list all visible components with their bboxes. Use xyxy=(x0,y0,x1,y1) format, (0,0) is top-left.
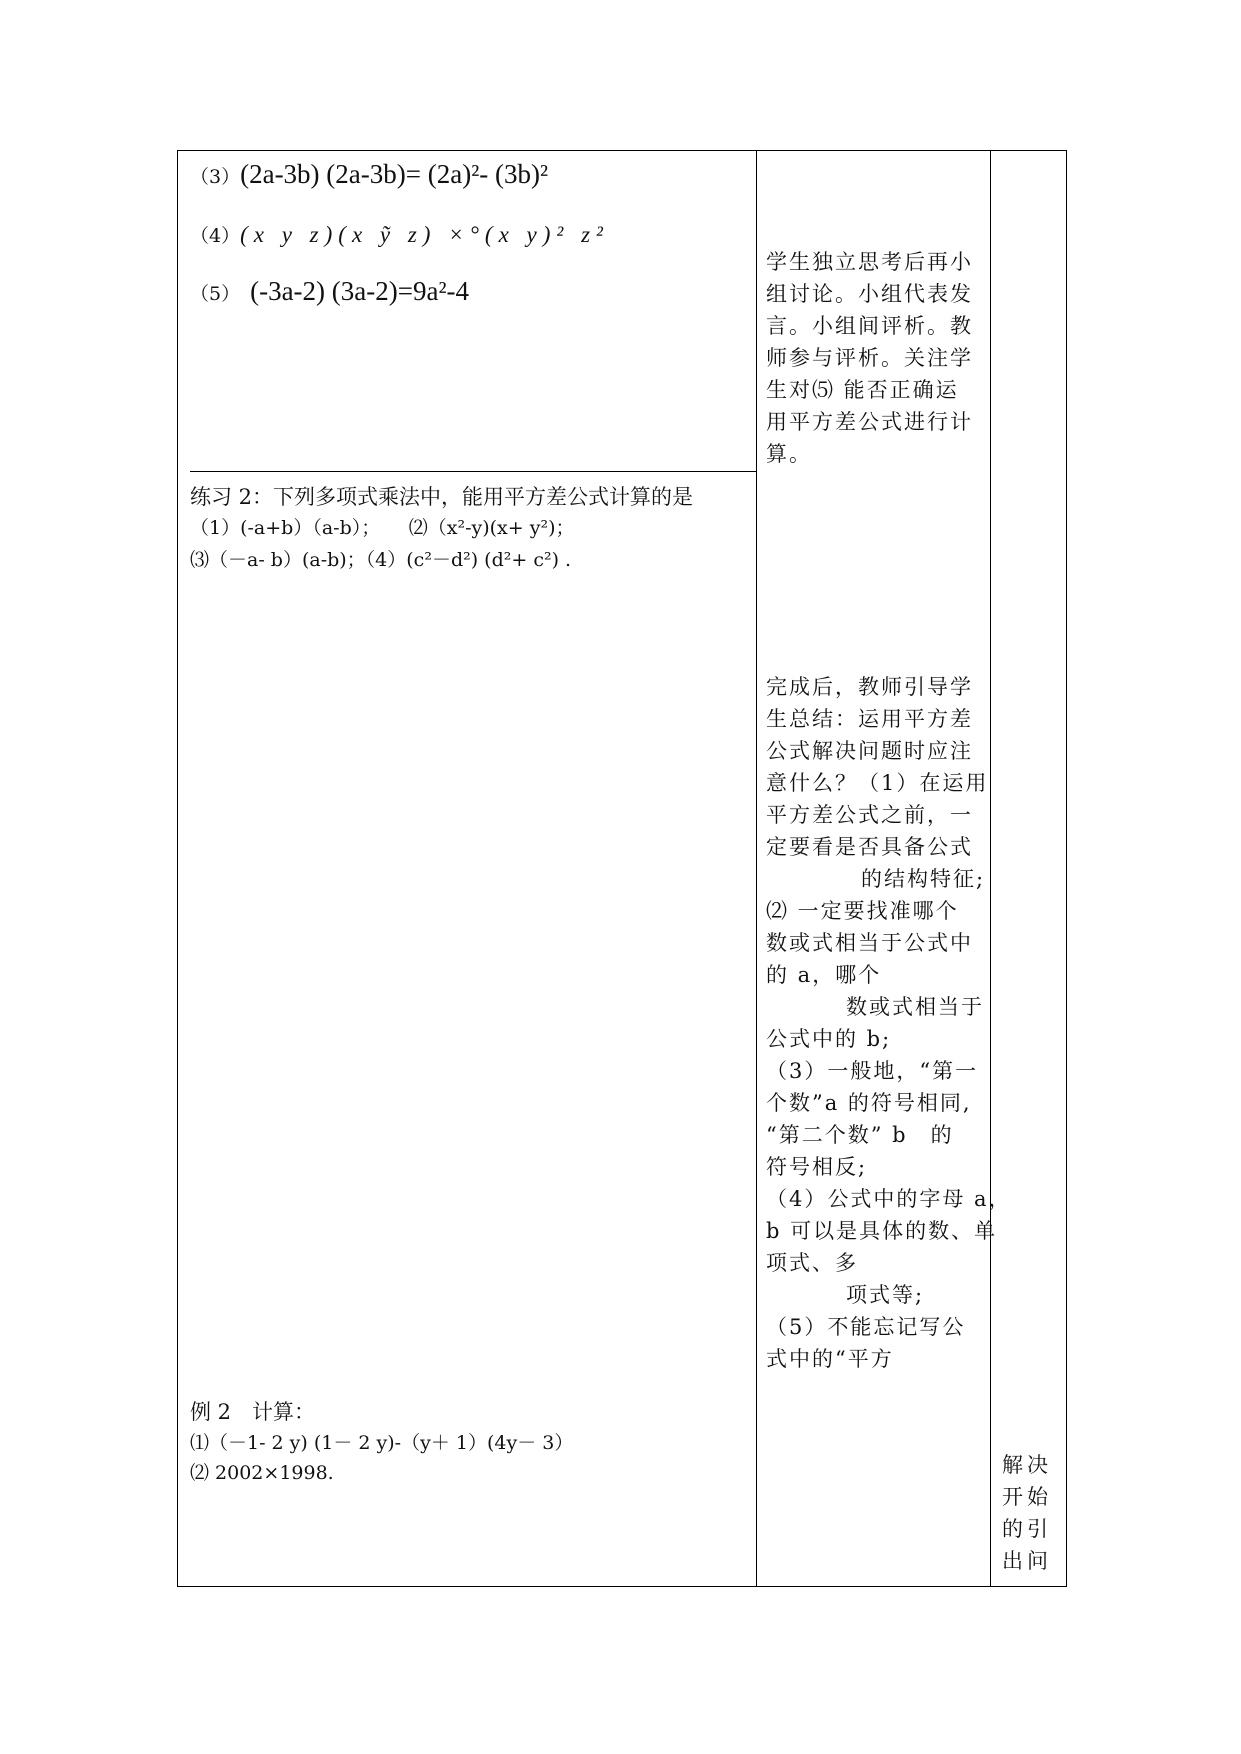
exercise-2-line-2: ⑶（－a- b）(a-b)；（4）(c²－d²) (d²+ c²) . xyxy=(190,549,572,571)
problem-3-expression: (2a-3b) (2a-3b)= (2a)²- (3b)² xyxy=(240,159,549,189)
column-divider-1 xyxy=(756,151,757,1586)
notes-2-line: 公式解决问题时应注 xyxy=(766,739,973,763)
lesson-table xyxy=(177,150,1067,1587)
example-2-title: 例 2 计算： xyxy=(190,1400,316,1424)
problem-5-expression: (-3a-2) (3a-2)=9a²-4 xyxy=(250,276,470,306)
notes-2-line: 式中的“平方 xyxy=(766,1347,894,1371)
notes-2-line: 的 a，哪个 xyxy=(766,963,882,987)
notes-2-line: 公式中的 b; xyxy=(766,1027,892,1051)
notes-1-line: 生对⑸ 能否正确运 xyxy=(766,378,959,402)
notes-2-line: 数或式相当于 xyxy=(846,995,984,1019)
problem-4 xyxy=(190,221,609,248)
notes-2-line: “第二个数” b 的 xyxy=(766,1123,954,1147)
problem-3 xyxy=(190,159,548,190)
notes-2-line: 意什么？（1）在运用 xyxy=(766,771,989,795)
notes-2-line: 平方差公式之前，一 xyxy=(766,803,973,827)
section-divider xyxy=(190,471,756,472)
notes-1-line: 组讨论。小组代表发 xyxy=(766,282,973,306)
example-2-line-1: ⑴（－1- 2 y) (1－ 2 y)-（y＋ 1）(4y－ 3） xyxy=(190,1432,574,1454)
notes-2-line: 项式、多 xyxy=(766,1251,858,1275)
exercise-2-line-1: （1）(-a+b）（a-b）； ⑵（x²-y)(x+ y²)； xyxy=(190,517,575,539)
notes-2-line: 生总结：运用平方差 xyxy=(766,707,973,731)
notes-2-line: 完成后，教师引导学 xyxy=(766,675,973,699)
notes-2-line: （3）一般地，“第一 xyxy=(766,1059,979,1083)
notes-2-line: 数或式相当于公式中 xyxy=(766,931,973,955)
notes-2-line: ⑵ 一定要找准哪个 xyxy=(766,899,959,923)
problem-4-expression: (x y z)(x ỹ z) ×°(x y)² z² xyxy=(240,222,609,247)
notes-2-line: 的结构特征; xyxy=(861,867,986,891)
right-column-line: 开始 xyxy=(1002,1485,1052,1509)
notes-2-line: （5）不能忘记写公 xyxy=(766,1315,966,1339)
right-column-line: 解决 xyxy=(1002,1453,1052,1477)
notes-1-line: 算。 xyxy=(766,442,812,466)
notes-2-line: 符号相反; xyxy=(766,1155,868,1179)
notes-1-line: 言。小组间评析。教 xyxy=(766,314,973,338)
right-column-line: 的引 xyxy=(1002,1517,1052,1541)
notes-1-line: 学生独立思考后再小 xyxy=(766,250,973,274)
example-2-line-2: ⑵ 2002×1998. xyxy=(190,1462,334,1484)
problem-3-label: （3） xyxy=(190,166,241,188)
notes-2-line: 项式等; xyxy=(846,1283,925,1307)
problem-5-label: （5） xyxy=(190,283,241,305)
notes-1-line: 用平方差公式进行计 xyxy=(766,410,973,434)
notes-2-line: 个数”a 的符号相同, xyxy=(766,1091,972,1115)
problem-4-label: （4） xyxy=(190,225,241,247)
notes-2-line: 定要看是否具备公式 xyxy=(766,835,973,859)
exercise-2-title: 练习 2：下列多项式乘法中，能用平方差公式计算的是 xyxy=(190,485,694,509)
notes-1-line: 师参与评析。关注学 xyxy=(766,346,973,370)
column-divider-2 xyxy=(990,151,991,1586)
notes-2-line: b 可以是具体的数、单 xyxy=(766,1219,998,1243)
problem-5 xyxy=(190,276,469,307)
notes-2-line: （4）公式中的字母 a， xyxy=(766,1187,1012,1211)
right-column-line: 出问 xyxy=(1002,1549,1052,1573)
